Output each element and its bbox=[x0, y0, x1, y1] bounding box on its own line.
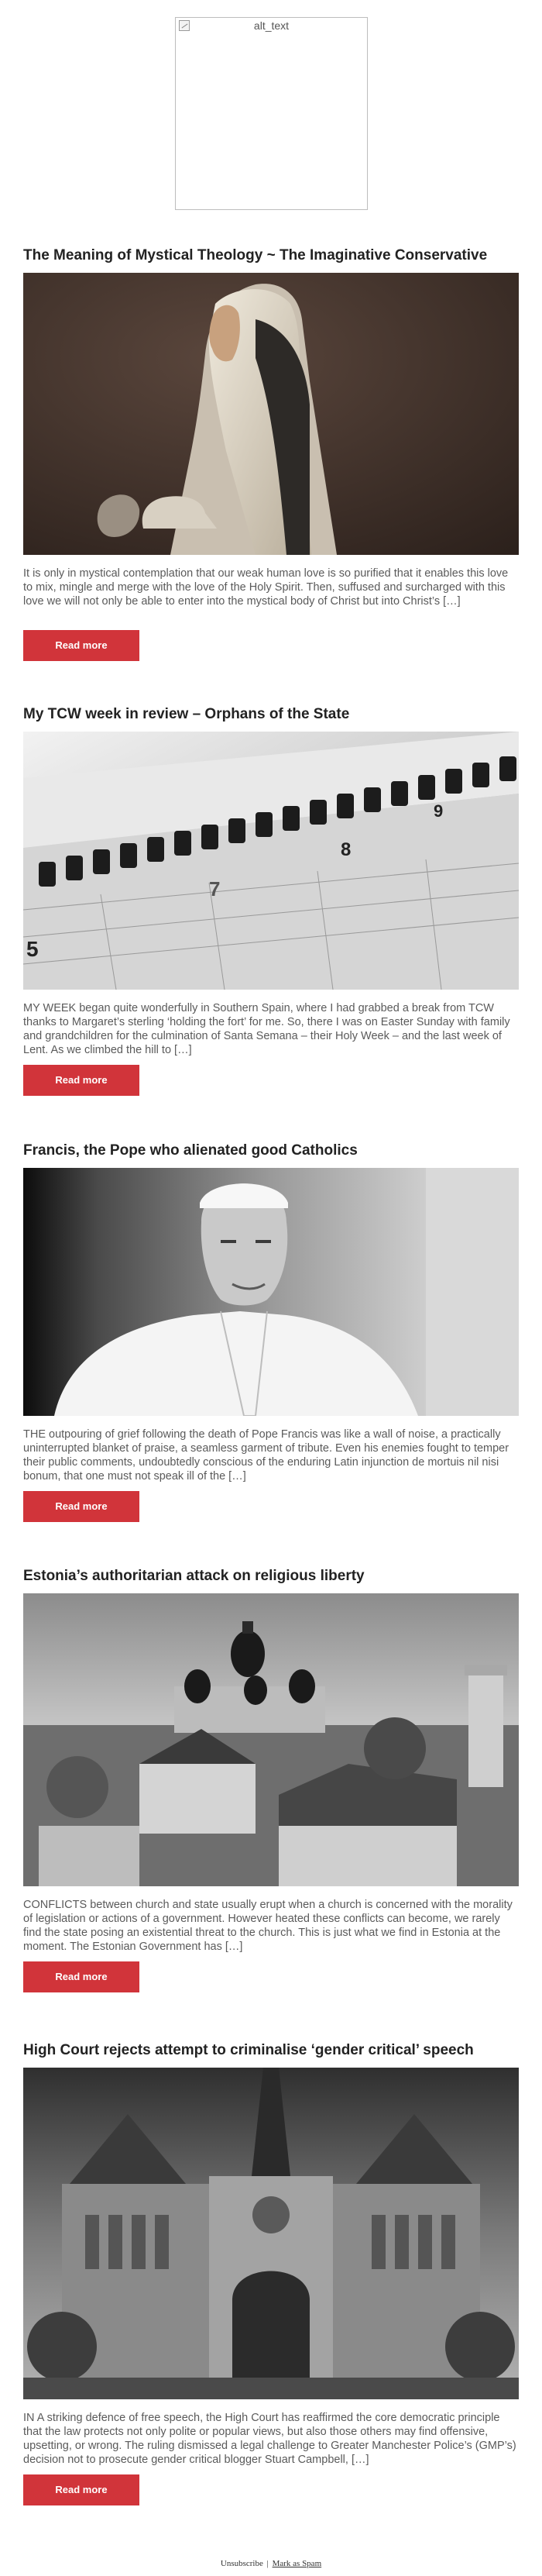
read-more-button[interactable]: Read more bbox=[23, 1961, 139, 1992]
article-image[interactable] bbox=[23, 1168, 519, 1416]
svg-text:7: 7 bbox=[209, 877, 221, 901]
article-excerpt: CONFLICTS between church and state usually erupt when a church is concerned with the morality of legislation or actions of a government. However heated these conflicts can become, we rarely find the state posing an existential threat to the church. This is just what we find in Estonia at the moment. The Estonian Government has […] bbox=[23, 1899, 513, 1953]
article-card bbox=[23, 1142, 519, 1522]
email-footer bbox=[0, 2559, 542, 2568]
article-excerpt: MY WEEK began quite wonderfully in Southern Spain, where I had grabbed a break from TCW thanks to Margaret’s sterling ‘holding the fort’ for me. So, there I was on Easter Sunday with family and grandchildren for the culmination of Santa Semana – their Holy Week – and the last week of Lent. As we climbed the hill to […] bbox=[23, 1002, 510, 1056]
article-card bbox=[23, 705, 519, 1096]
article-image[interactable] bbox=[23, 1593, 519, 1886]
article-title[interactable]: High Court rejects attempt to criminalise ‘gender critical’ speech bbox=[23, 2042, 474, 2058]
footer-separator: | bbox=[266, 2559, 269, 2568]
article-image[interactable] bbox=[23, 273, 519, 555]
article-image[interactable] bbox=[23, 732, 519, 990]
article-card bbox=[23, 246, 519, 661]
unsubscribe-link[interactable]: Unsubscribe bbox=[220, 2559, 263, 2568]
read-more-button[interactable]: Read more bbox=[23, 2474, 139, 2505]
article-title[interactable]: My TCW week in review – Orphans of the State bbox=[23, 706, 350, 722]
article-title[interactable]: Estonia’s authoritarian attack on religious liberty bbox=[23, 1568, 365, 1584]
logo-image-placeholder bbox=[175, 17, 368, 210]
article-excerpt: THE outpouring of grief following the death of Pope Francis was like a wall of noise, a practically uninterrupted blanket of praise, a seamless garment of tribute. Even his enemies fought to temper their public comments, undoubtedly conscious of the enduring Latin injunction de mortuis nil nisi bonum, that one must not speak ill of the […] bbox=[23, 1428, 509, 1483]
article-card bbox=[23, 2041, 519, 2505]
article-title[interactable]: Francis, the Pope who alienated good Catholics bbox=[23, 1142, 358, 1159]
article-excerpt: IN A striking defence of free speech, the High Court has reaffirmed the core democratic principle that the law protects not only polite or popular views, but also those others may find offensive, upsetting, or wrong. The ruling dismissed a legal challenge to Greater Manchester Police’s (GMP’s) decision not to prosecute gender critical blogger Stuart Campbell, […] bbox=[23, 2412, 516, 2466]
read-more-button[interactable]: Read more bbox=[23, 1491, 139, 1522]
read-more-button[interactable]: Read more bbox=[23, 630, 139, 661]
article-card bbox=[23, 1567, 519, 1992]
article-image[interactable] bbox=[23, 2068, 519, 2399]
logo-alt-text: alt_text bbox=[253, 19, 290, 32]
svg-text:5: 5 bbox=[26, 937, 39, 961]
read-more-button[interactable]: Read more bbox=[23, 1065, 139, 1096]
mark-as-spam-link[interactable]: Mark as Spam bbox=[272, 2559, 322, 2568]
svg-text:8: 8 bbox=[341, 839, 352, 860]
article-excerpt: It is only in mystical contemplation that our weak human love is so purified that it enables this love to mix, mingle and merge with the love of the Holy Spirit. Then, suffused and surcharged with this love we will not only be able to enter into the mystical body of Christ but into Christ’s […] bbox=[23, 567, 509, 608]
svg-text:9: 9 bbox=[434, 801, 444, 821]
article-title[interactable]: The Meaning of Mystical Theology ~ The Imaginative Conservative bbox=[23, 247, 488, 263]
